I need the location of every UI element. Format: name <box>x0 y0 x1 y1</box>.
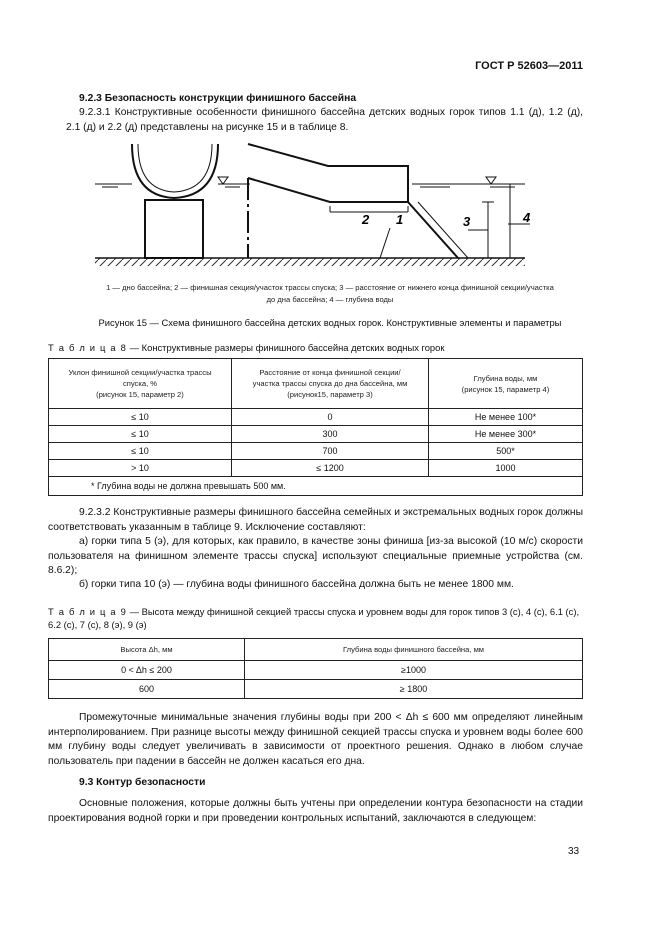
table8-header-2: Расстояние от конца финишной секции/ участка трассы спуска до дна бассейна, мм (рисунок15, параметр 3) <box>232 359 429 409</box>
standard-header: ГОСТ Р 52603—2011 <box>475 60 583 72</box>
figure-legend-line1: 1 — дно бассейна; 2 — финишная секция/участок трассы спуска; 3 — расстояние от нижнего конца финишной секции/участка <box>106 283 554 292</box>
figure-label-2: 2 <box>362 212 370 227</box>
para-9231: 9.2.3.1 Конструктивные особенности финишного бассейна детских водных горок типов 1.1 (д), 1.2 (д), 2.1 (д) и 2.2 (д) представлены на рисунке 15 и в таблице 8. <box>66 107 583 133</box>
figure-legend-line2: до дна бассейна; 4 — глубина воды <box>266 295 394 304</box>
table9-title: — Высота между финишной секцией трассы спуска и уровнем воды для горок типов 3 (с), 4 (с), 6.1 (с), <box>127 606 580 617</box>
table8-caption <box>48 342 444 353</box>
section-923-title: 9.2.3 Безопасность конструкции финишного бассейна <box>79 93 357 104</box>
table9-title-line2: 6.2 (с), 7 (с), 8 (э), 9 (э) <box>48 619 147 630</box>
open-slide-drawing <box>248 144 530 258</box>
tube-slide-drawing <box>95 144 250 258</box>
table-9 <box>48 638 583 699</box>
para-9232: 9.2.3.2 Конструктивные размеры финишного бассейна семейных и экстремальных водных горок должны соответствовать указанным в таблице 9. Исключение составляют: <box>48 507 583 533</box>
para-93: Основные положения, которые должны быть учтены при определении контура безопасности на стадии проектирования водной горки и при проведении контрольных испытаний, заключаются в следующем: <box>48 798 583 824</box>
para-9232-item-a: а) горки типа 5 (э), для которых, как правило, в качестве зоны финиша [из-за высокой (10 м/с) скорости пользователя на финишном элементе трассы спуска] используют специальные приемные устройства (см. 8.6.2); <box>48 536 583 576</box>
figure-label-1: 1 <box>396 212 404 227</box>
table8-title: — Конструктивные размеры финишного бассейна детских водных горок <box>127 342 445 353</box>
table-row: 0 < Δh ≤ 200 ≥1000 <box>49 661 583 680</box>
table-row: ≤ 10 0 Не менее 100* <box>49 409 583 426</box>
ground-hatch <box>95 258 525 266</box>
table8-header-3: Глубина воды, мм (рисунок 15, параметр 4) <box>429 359 583 409</box>
figure-label-3: 3 <box>463 214 471 229</box>
table9-caption <box>48 605 588 631</box>
para-intermediate: Промежуточные минимальные значения глубины воды при 200 < Δh ≤ 600 мм определяют линейным интерполированием. При разнице высоты между финишной секцией трассы спуска и уровнем воды более 600 мм глубину воды следует увеличивать в зависимости от проектного решения. Однако в любом случае пользователь при падении в бассейн не должен касаться его дна. <box>48 712 583 767</box>
table9-header-2: Глубина воды финишного бассейна, мм <box>245 639 583 661</box>
table8-note: * Глубина воды не должна превышать 500 мм. <box>49 477 583 496</box>
table9-header-1: Высота Δh, мм <box>49 639 245 661</box>
page-number: 33 <box>568 846 580 857</box>
table-row: > 10 ≤ 1200 1000 <box>49 460 583 477</box>
figure-label-4: 4 <box>523 210 530 225</box>
table8-header-1: Уклон финишной секции/участка трассы спуска, % (рисунок 15, параметр 2) <box>49 359 232 409</box>
figure-caption: Рисунок 15 — Схема финишного бассейна детских водных горок. Конструктивные элементы и параметры <box>98 317 562 328</box>
table-row: ≤ 10 300 Не менее 300* <box>49 426 583 443</box>
para-9232-item-b: б) горки типа 10 (э) — глубина воды финишного бассейна должна быть не менее 1800 мм. <box>79 579 514 590</box>
section-93-title: 9.3 Контур безопасности <box>79 777 206 788</box>
table-8 <box>48 358 583 496</box>
table8-label: Т а б л и ц а 8 <box>48 342 128 353</box>
table-row: 600 ≥ 1800 <box>49 680 583 699</box>
figure-15-diagram <box>90 140 530 272</box>
table-row: ≤ 10 700 500* <box>49 443 583 460</box>
table9-label: Т а б л и ц а 9 <box>48 606 128 617</box>
